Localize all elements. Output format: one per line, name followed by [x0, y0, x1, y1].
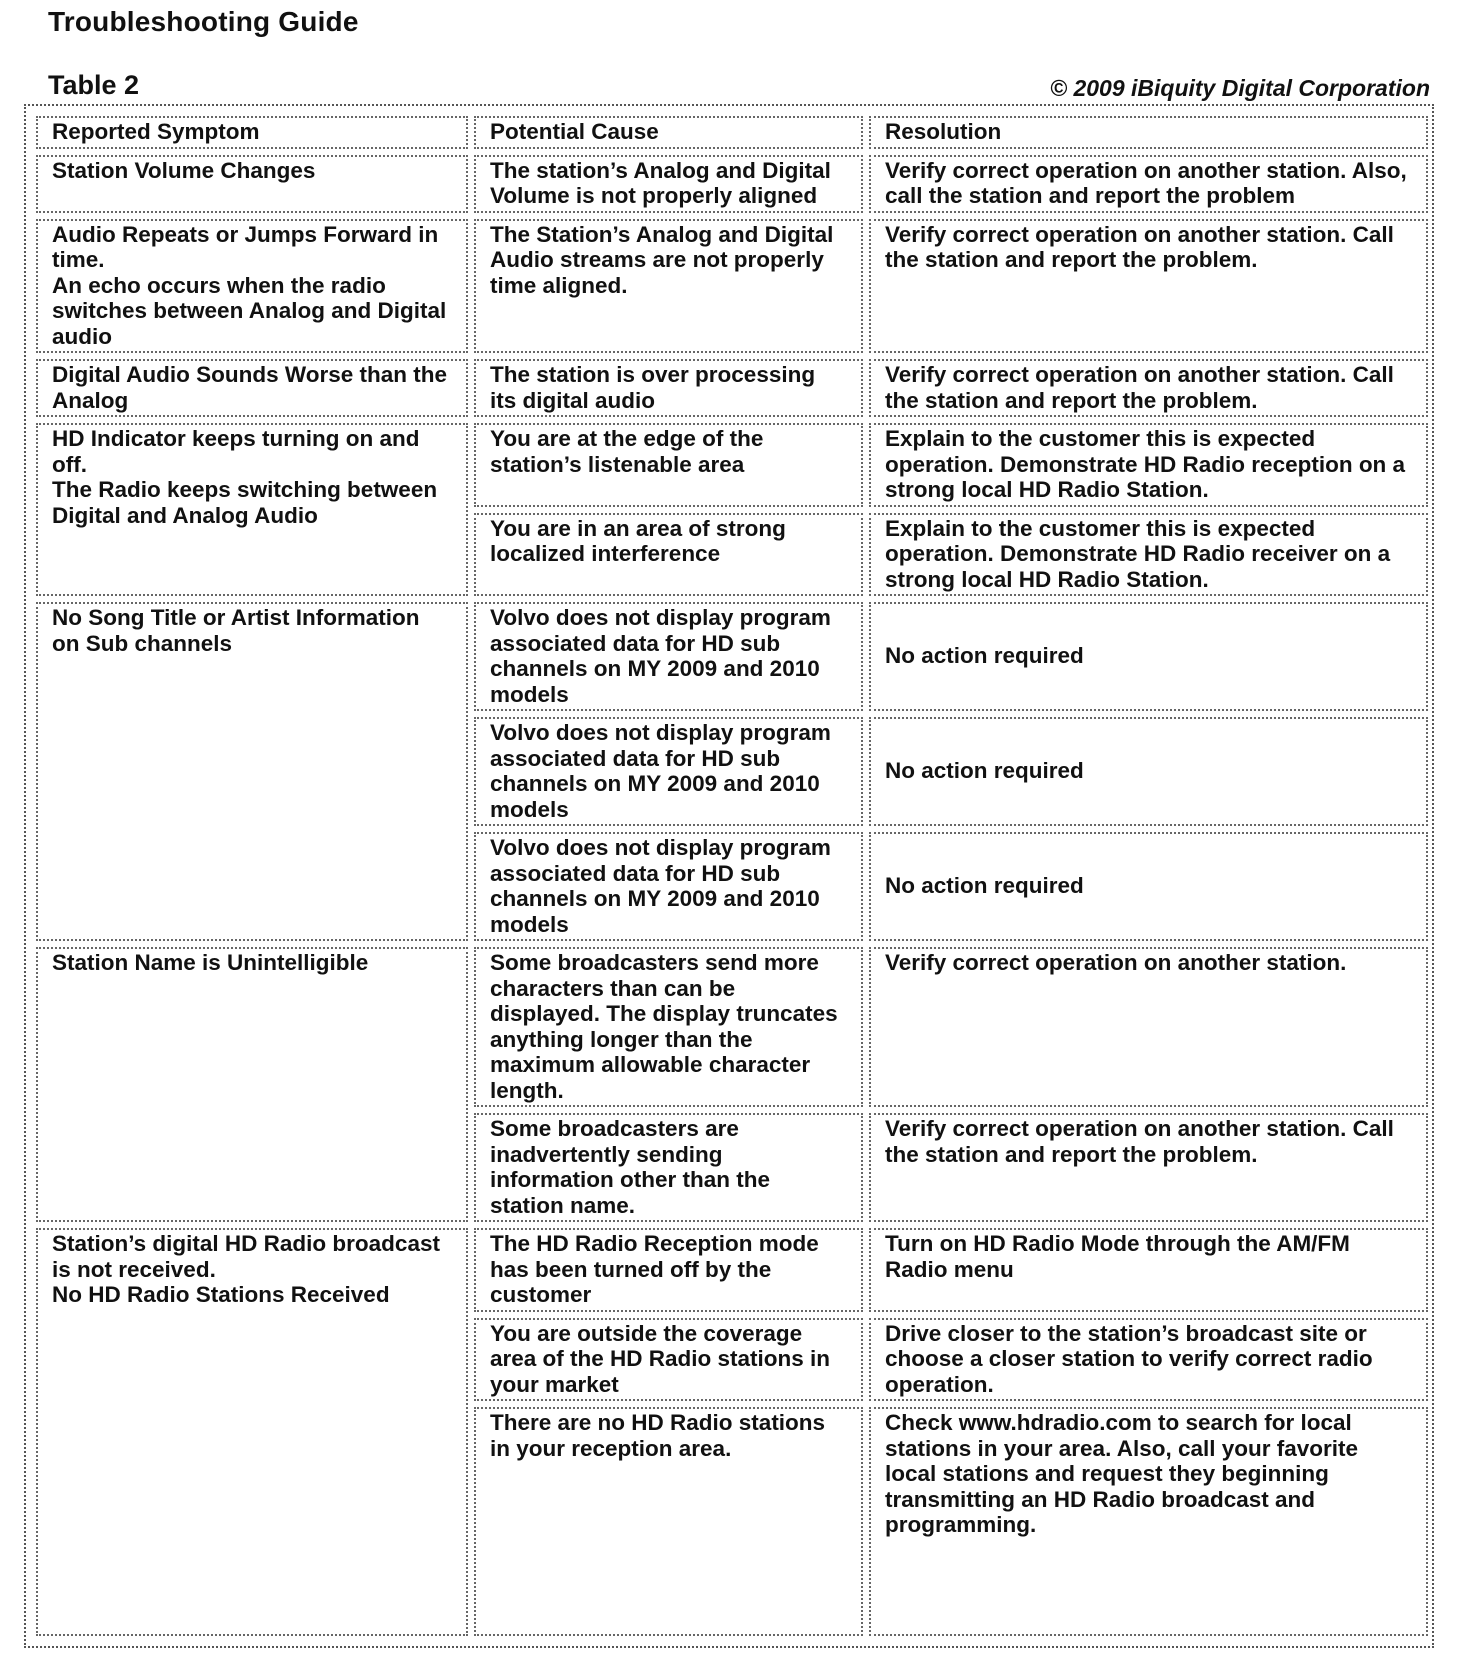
- symptom-text: The Radio keeps switching between Digital and Analog Audio: [52, 477, 438, 528]
- cause-cell: The Station’s Analog and Digital Audio streams are not properly time aligned.: [474, 219, 863, 354]
- symptom-text: Station Name is Unintelligible: [52, 950, 369, 975]
- symptom-cell: [36, 423, 468, 596]
- symptom-text: Digital Audio Sounds Worse than the Analog: [52, 362, 448, 413]
- resolution-cell: Verify correct operation on another station. Call the station and report the problem.: [869, 219, 1428, 354]
- header-reported-symptom: Reported Symptom: [36, 116, 468, 149]
- resolution-cell: Check www.hdradio.com to search for local stations in your area. Also, call your favorite local stations and request they beginning transmitting an HD Radio broadcast and programming.: [869, 1407, 1428, 1636]
- resolution-cell: Drive closer to the station’s broadcast site or choose a closer station to verify correct radio operation.: [869, 1318, 1428, 1402]
- troubleshooting-table: [30, 110, 1434, 1642]
- symptom-text: No Song Title or Artist Information on Sub channels: [52, 605, 420, 656]
- cause-cell: There are no HD Radio stations in your reception area.: [474, 1407, 863, 1636]
- symptom-cell: [36, 947, 468, 1222]
- resolution-cell: Verify correct operation on another station.: [869, 947, 1428, 1107]
- resolution-cell: Turn on HD Radio Mode through the AM/FM Radio menu: [869, 1228, 1428, 1312]
- symptom-text: Audio Repeats or Jumps Forward in time.: [52, 221, 439, 272]
- symptom-cell: [36, 359, 468, 417]
- symptom-cell: [36, 1228, 468, 1636]
- cause-cell: Volvo does not display program associated data for HD sub channels on MY 2009 and 2010 models: [474, 717, 863, 826]
- cause-cell: The HD Radio Reception mode has been turned off by the customer: [474, 1228, 863, 1312]
- copyright-notice: © 2009 iBiquity Digital Corporation: [1050, 75, 1430, 101]
- symptom-text: No HD Radio Stations Received: [52, 1282, 390, 1307]
- table-header-row: [36, 116, 1428, 149]
- cause-cell: You are outside the coverage area of the HD Radio stations in your market: [474, 1318, 863, 1402]
- table-row: [36, 602, 1428, 711]
- header-potential-cause: Potential Cause: [474, 116, 863, 149]
- header-resolution: Resolution: [869, 116, 1428, 149]
- cause-cell: The station’s Analog and Digital Volume is not properly aligned: [474, 155, 863, 213]
- symptom-text: HD Indicator keeps turning on and off.: [52, 426, 420, 477]
- table-row: [36, 359, 1428, 417]
- resolution-cell: No action required: [869, 832, 1428, 941]
- resolution-cell: Explain to the customer this is expected operation. Demonstrate HD Radio reception on a strong local HD Radio Station.: [869, 423, 1428, 507]
- cause-cell: Volvo does not display program associated data for HD sub channels on MY 2009 and 2010 models: [474, 832, 863, 941]
- symptom-cell: [36, 155, 468, 213]
- cause-cell: The station is over processing its digital audio: [474, 359, 863, 417]
- resolution-cell: Verify correct operation on another station. Also, call the station and report the problem: [869, 155, 1428, 213]
- table-row: [36, 219, 1428, 354]
- resolution-cell: Verify correct operation on another station. Call the station and report the problem.: [869, 1113, 1428, 1222]
- table-row: [36, 155, 1428, 213]
- cause-cell: You are in an area of strong localized interference: [474, 513, 863, 597]
- symptom-cell: [36, 219, 468, 354]
- page-title: Troubleshooting Guide: [48, 6, 359, 37]
- cause-cell: Volvo does not display program associated data for HD sub channels on MY 2009 and 2010 models: [474, 602, 863, 711]
- resolution-cell: No action required: [869, 717, 1428, 826]
- resolution-cell: Verify correct operation on another station. Call the station and report the problem.: [869, 359, 1428, 417]
- cause-cell: Some broadcasters send more characters than can be displayed. The display truncates anything longer than the maximum allowable character length.: [474, 947, 863, 1107]
- symptom-text: Station Volume Changes: [52, 157, 316, 183]
- table-row: [36, 423, 1428, 507]
- resolution-cell: Explain to the customer this is expected operation. Demonstrate HD Radio receiver on a strong local HD Radio Station.: [869, 513, 1428, 597]
- symptom-text: An echo occurs when the radio switches between Analog and Digital audio: [52, 272, 447, 349]
- cause-cell: Some broadcasters are inadvertently sending information other than the station name.: [474, 1113, 863, 1222]
- cause-cell: You are at the edge of the station’s listenable area: [474, 423, 863, 507]
- symptom-cell: [36, 602, 468, 941]
- table-row: [36, 1228, 1428, 1312]
- resolution-cell: No action required: [869, 602, 1428, 711]
- table-label: Table 2: [48, 70, 140, 100]
- symptom-text: Station’s digital HD Radio broadcast is not received.: [52, 1231, 440, 1282]
- table-row: [36, 947, 1428, 1107]
